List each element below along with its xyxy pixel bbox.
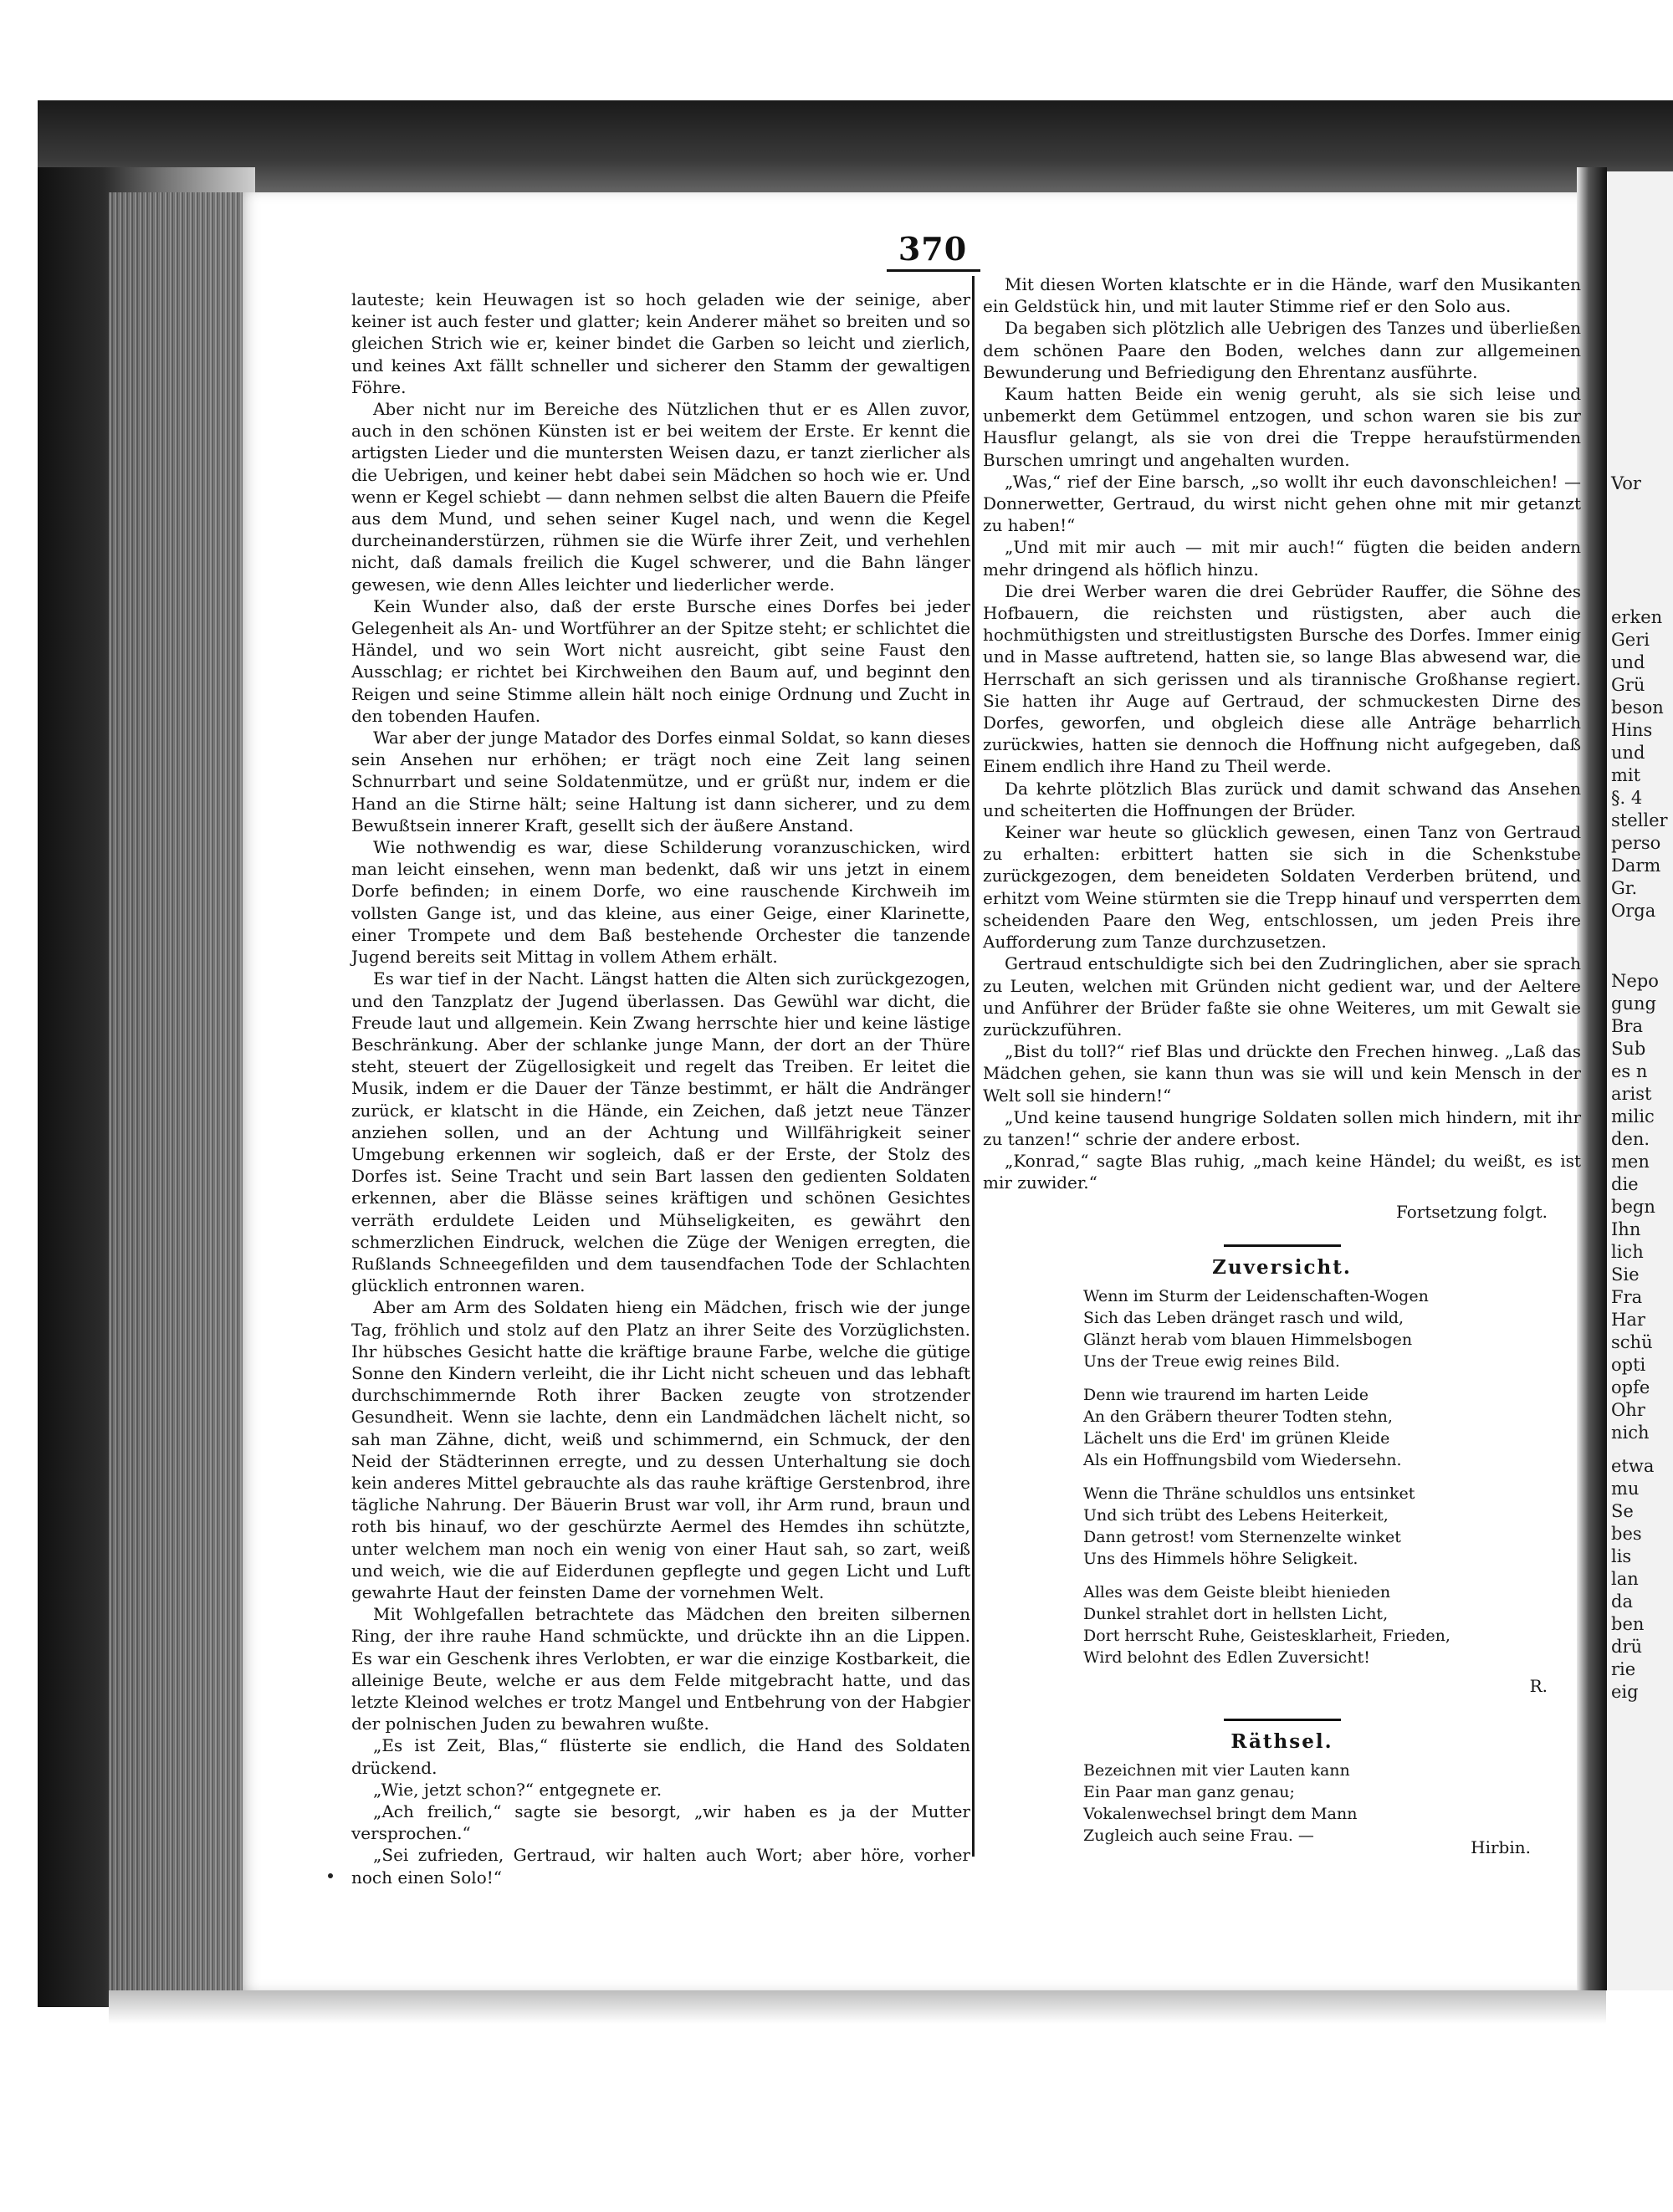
ink-speck xyxy=(328,1873,333,1878)
paragraph: „Was,“ rief der Eine barsch, „so wollt ihr euch davonschleichen! — Donnerwetter, Gertraud, du wirst nicht gehen ohne mit mir getanzt zu haben!“ xyxy=(983,471,1581,536)
riddle-signature: Hirbin. xyxy=(1471,1837,1531,1858)
poem-line: Glänzt herab vom blauen Himmelsbogen xyxy=(1083,1330,1413,1349)
adjacent-page-word: mit xyxy=(1611,765,1641,785)
adjacent-page-word: erken xyxy=(1611,607,1663,627)
paragraph: Aber am Arm des Soldaten hieng ein Mädchen, frisch wie der junge Tag, fröhlich und stolz auf den Platz an ihrer Seite des Vorzüglichsten. Ihr hübsches Gesicht hatte die kräftige braune Farbe, welche die gütige Sonne den Kindern verleiht, die ihr Licht nicht scheuen und das lebhaft durchschimmernde Roth ihrer Backen zeugte von strotzender Gesundheit. Wenn sie lachte, denn ein Landmädchen lächelt nicht, so sah man Zähne, dicht, weiß und schimmernd, ein Schmuck, der den Neid der Städterinnen erregte, und zu dessen Unterhaltung sie doch kein anderes Mittel gebrauchte als das rauhe kräftige Gerstenbrod, ihre tägliche Nahrung. Der Bäuerin Brust war voll, ihr Arm rund, braun und roth bis hinauf, wo der geschürzte Aermel des Hemdes ihn schützte, unter welchem man noch ein wenig von einer Haut sah, so zart, weiß und weich, wie die auf Eiderdunen gepflegte und gegen Licht und Luft gewahrte Haut der feinsten Dame der vornehmen Welt. xyxy=(351,1297,970,1602)
adjacent-page-word: Grü xyxy=(1611,675,1645,695)
adjacent-page-word: Sie xyxy=(1611,1264,1640,1285)
adjacent-page-word: Har xyxy=(1611,1310,1645,1330)
paragraph: Kein Wunder also, daß der erste Bursche eines Dorfes bei jeder Gelegenheit als An- und Wortführer an der Spitze steht; er schlichtet die Händel, und wo sein Wort nicht ausreicht, gibt seine Faust den Ausschlag; er richtet bei Kirchweihen den Baum auf, und beginnt den Reigen und seine Stimme allein hält noch einige Ordnung und Zucht in den tobenden Haufen. xyxy=(351,595,970,726)
adjacent-page-word: Ihn xyxy=(1611,1219,1641,1239)
adjacent-page-word: Ohr xyxy=(1611,1400,1645,1420)
adjacent-page-word: lan xyxy=(1611,1569,1639,1589)
adjacent-page-word: mu xyxy=(1611,1479,1640,1499)
adjacent-page-word: etwa xyxy=(1611,1456,1655,1476)
paragraph: Keiner war heute so glücklich gewesen, einen Tanz von Gertraud zu erhalten: erbittert hatten sie sich in die Schenkstube zurückgezogen, dem beneideten Soldaten Verderben brütend, und erhitzt vom Weine stürmten sie die Trepp hinauf und versperrten dem scheidenden Paare den Weg, entschlossen, um jeden Preis ihre Aufforderung zum Tanze durchzusetzen. xyxy=(983,822,1581,953)
adjacent-page-word: lis xyxy=(1611,1546,1632,1566)
riddle-stanza xyxy=(1083,1760,1581,1847)
poem-line: Uns des Himmels höhre Seligkeit. xyxy=(1083,1549,1358,1568)
poem-signature: R. xyxy=(1529,1675,1548,1696)
adjacent-page-word: nich xyxy=(1611,1423,1650,1443)
adjacent-page-word: schü xyxy=(1611,1332,1653,1352)
adjacent-page-word: Orga xyxy=(1611,901,1656,921)
left-column xyxy=(351,289,970,1888)
page-stack-edges xyxy=(109,192,243,2007)
paragraph: „Wie, jetzt schon?“ entgegnete er. xyxy=(373,1779,663,1800)
adjacent-page-word: Geri xyxy=(1611,630,1650,650)
paragraph: „Es ist Zeit, Blas,“ flüsterte sie endlich, die Hand des Soldaten drückend. xyxy=(351,1735,970,1778)
paragraph: War aber der junge Matador des Dorfes einmal Soldat, so kann dieses sein Ansehen nur erhöhen; er trägt noch eine Zeit lang seinen Schnurrbart und seine Soldatenmütze, und er grüßt nur, indem er die Hand an die Stirne hält; seine Haltung ist dann sicherer, und zu dem Bewußtsein innerer Kraft, gesellt sich der äußere Anstand. xyxy=(351,728,970,835)
adjacent-page-word: lich xyxy=(1611,1242,1644,1262)
riddle xyxy=(1083,1760,1581,1847)
poem-stanza xyxy=(1083,1285,1581,1372)
paragraph: Aber nicht nur im Bereiche des Nützlichen thut er es Allen zuvor, auch in den schönen Künsten ist er bei weitem der Erste. Er kennt die artigsten Lieder und die muntersten Weisen dazu, er tanzt zierlicher als die Uebrigen, und keiner hebt dabei sein Mädchen so hoch wie er. Und wenn er Kegel schiebt — dann nehmen selbst die alten Bauern die Pfeife aus dem Mund, und sehen seiner Kugel nach, und wenn die Kegel durcheinanderstürzen, rühmen sie die Würfe ihrer Zeit, und verhehlen nicht, daß damals freilich die Kugel schwerer, und die Bahn länger gewesen, wie denn Alles leichter und liederlicher werde. xyxy=(351,399,970,595)
paragraph: Da begaben sich plötzlich alle Uebrigen des Tanzes und überließen dem schönen Paare den Boden, welches dann zur allgemeinen Bewunderung und Befriedigung den Ehrentanz ausführte. xyxy=(983,318,1581,382)
adjacent-page-word: steller xyxy=(1611,810,1668,830)
paragraph: Mit diesen Worten klatschte er in die Hände, warf den Musikanten ein Geldstück hin, und mit lauter Stimme rief er den Solo aus. xyxy=(983,274,1581,317)
paragraph: „Ach freilich,“ sagte sie besorgt, „wir haben es ja der Mutter versprochen.“ xyxy=(351,1801,970,1844)
adjacent-page-word: perso xyxy=(1611,833,1661,853)
paragraph: lauteste; kein Heuwagen ist so hoch geladen wie der seinige, aber keiner ist auch fester und glatter; kein Anderer mähet so breiten und so gleichen Strich wie er, keiner bindet die Garben so leicht und zierlich, und keines Axt fällt schneller und sicherer den Stamm der gewaltigen Föhre. xyxy=(351,289,970,397)
poem-line: Alles was dem Geiste bleibt hienieden xyxy=(1083,1582,1391,1602)
adjacent-page-word: milic xyxy=(1611,1106,1655,1126)
poem-line: Lächelt uns die Erd' im grünen Kleide xyxy=(1083,1428,1390,1448)
adjacent-page-word: eig xyxy=(1611,1682,1639,1702)
paragraph: „Sei zufrieden, Gertraud, wir halten auch Wort; aber höre, vorher noch einen Solo!“ xyxy=(351,1845,970,1888)
scan-top-shadow xyxy=(38,100,1673,201)
adjacent-page-word: men xyxy=(1611,1152,1650,1172)
adjacent-page-word: gung xyxy=(1611,994,1656,1014)
poem-line: Als ein Hoffnungsbild vom Wiedersehn. xyxy=(1083,1450,1402,1469)
paragraph: „Und keine tausend hungrige Soldaten sollen mich hindern, mit ihr zu tanzen!“ schrie der andere erbost. xyxy=(983,1106,1581,1149)
poem-line: Sich das Leben dränget rasch und wild, xyxy=(1083,1308,1404,1327)
poem-line: Uns der Treue ewig reines Bild. xyxy=(1083,1351,1340,1371)
adjacent-page-word: die xyxy=(1611,1174,1639,1194)
adjacent-page-word: Gr. xyxy=(1611,878,1638,898)
adjacent-page-word: Se xyxy=(1611,1501,1634,1521)
paragraph: Wie nothwendig es war, diese Schilderung voranzuschicken, wird man leicht einsehen, wenn man bedenkt, daß wir uns jetzt in einem Dorfe befinden; in einem Dorfe, wo eine rauschende Kirchweih im vollsten Gange ist, und das kleine, aus einer Geige, einer Klarinette, einer Trompete und dem Baß bestehende Orchester die tanzende Jugend bereits seit Mittag in vollem Athem erhält. xyxy=(351,837,970,968)
page-number-rule xyxy=(887,269,980,272)
book-gutter xyxy=(1577,167,1607,1990)
riddle-line: Zugleich auch seine Frau. — xyxy=(1083,1826,1314,1846)
paragraph: Es war tief in der Nacht. Längst hatten die Alten sich zurückgezogen, und den Tanzplatz der Jugend überlassen. Das Gewühl war dicht, die Freude laut und allgemein. Kein Zwang herrschte hier und keine lästige Beschränkung. Aber der schlanke junge Mann, der dort an der Thüre steht, steuert der Zügellosigkeit und regelt das Treiben. Er leitet die Musik, indem er die Dauer der Tänze bestimmt, er hält die Andränger zurück, er klatscht in die Hände, ein Zeichen, daß jetzt neue Tänzer anziehen sollen, und an der Achtung und Willfährigkeit seiner Umgebung erkennen wir sogleich, daß er der Erste, der Stolz des Dorfes ist. Seine Tracht und sein Bart lassen den gedienten Soldaten erkennen, aber die Blässe seines kräftigen und schönen Gesichtes verräth erduldete Leiden und Mühseligkeiten, es gewährt den schmerzlichen Eindruck, welchen die Züge der Wenigen erregten, die Rußlands Schneegefilden und dem tausendfachen Tode der Schlachten glücklich entronnen waren. xyxy=(351,968,970,1296)
poem-stanza xyxy=(1083,1581,1581,1668)
adjacent-page-word: den. xyxy=(1611,1129,1650,1149)
adjacent-page-word: ben xyxy=(1611,1614,1645,1634)
paragraph: „Bist du toll?“ rief Blas und drückte den Frechen hinweg. „Laß das Mädchen gehen, sie kann thun was sie will und kein Mensch in der Welt soll sie hindern!“ xyxy=(983,1041,1581,1106)
riddle-line: Vokalenwechsel bringt dem Mann xyxy=(1083,1805,1358,1824)
adjacent-page-word: opfe xyxy=(1611,1377,1650,1397)
adjacent-page-word: Hins xyxy=(1611,720,1653,740)
poem-line: Wird belohnt des Edlen Zuversicht! xyxy=(1083,1648,1370,1667)
adjacent-page-word: Fra xyxy=(1611,1287,1643,1307)
poem-line: Dann getrost! vom Sternenzelte winket xyxy=(1083,1527,1401,1546)
adjacent-page-word: begn xyxy=(1611,1197,1655,1217)
adjacent-page-word: drü xyxy=(1611,1637,1643,1657)
poem-title: Zuversicht. xyxy=(1212,1255,1352,1279)
poem-line: Und sich trübt des Lebens Heiterkeit, xyxy=(1083,1505,1389,1525)
poem-line: Wenn die Thräne schuldlos uns entsinket xyxy=(1083,1484,1415,1503)
riddle-line: Bezeichnen mit vier Lauten kann xyxy=(1083,1761,1350,1780)
adjacent-page-word: arist xyxy=(1611,1084,1652,1104)
paragraph: Die drei Werber waren die drei Gebrüder Rauffer, die Söhne des Hofbauern, die reichsten und rüstigsten, aber auch die hochmüthigsten und streitlustigsten Bursche des Dorfes. Immer einig und in Masse auftretend, hatten sie, so lange Blas abwesend war, die Herrschaft an sich gerissen und als tirannische Großhanse regiert. Sie hatten ihr Auge auf Gertraud, der schmuckesten Dirne des Dorfes, geworfen, und obgleich diese alle Anträge beharrlich zurückwies, hatten sie dennoch die Hoffnung nicht aufgegeben, daß Einem endlich ihre Hand zu Theil werde. xyxy=(983,580,1581,777)
poem xyxy=(1083,1285,1581,1668)
adjacent-page-word: opti xyxy=(1611,1355,1646,1375)
paragraph: „Konrad,“ sagte Blas ruhig, „mach keine Händel; du weißt, es ist mir zuwider.“ xyxy=(983,1151,1581,1193)
adjacent-page-word: bes xyxy=(1611,1524,1642,1544)
section-divider xyxy=(1224,1719,1341,1721)
continuation-note: Fortsetzung folgt. xyxy=(1395,1201,1548,1222)
riddle-title: Räthsel. xyxy=(1230,1730,1333,1754)
adjacent-page-word: Nepo xyxy=(1611,971,1659,991)
adjacent-page-word: Sub xyxy=(1611,1039,1646,1059)
adjacent-page-word: rie xyxy=(1611,1659,1636,1679)
riddle-line: Ein Paar man ganz genau; xyxy=(1083,1783,1295,1802)
right-column xyxy=(983,273,1581,1859)
adjacent-page-word: Darm xyxy=(1611,856,1661,876)
adjacent-page-word: und xyxy=(1611,652,1645,672)
adjacent-page-word: da xyxy=(1611,1591,1633,1612)
paragraph: Gertraud entschuldigte sich bei den Zudringlichen, aber sie sprach zu Leuten, welchen mit Gründen nicht gedient war, und der Aeltere und Anführer der Brüder faßte sie ohne Weiteres, um mit Gewalt sie zurückzuführen. xyxy=(983,953,1581,1040)
adjacent-page-word: Bra xyxy=(1611,1016,1643,1036)
poem-line: An den Gräbern theurer Todten stehn, xyxy=(1083,1407,1393,1426)
scan-bottom-shadow xyxy=(109,1990,1606,2024)
paragraph: Mit Wohlgefallen betrachtete das Mädchen den breiten silbernen Ring, der ihre rauhe Hand schmückte, und drückte ihn an die Lippen. Es war ein Geschenk ihres Verlobten, er war die einzige Kostbarkeit, die alleinige Beute, welche er aus dem Felde mitgebracht hatte, und das letzte Kleinod welches er trotz Mangel und Entbehrung von der Habgier der polnischen Juden zu bewahren wußte. xyxy=(351,1604,970,1734)
column-divider xyxy=(972,276,975,1857)
adjacent-page-word: Vor xyxy=(1611,473,1641,493)
poem-line: Dort herrscht Ruhe, Geistesklarheit, Frieden, xyxy=(1083,1626,1450,1645)
adjacent-page-word: es n xyxy=(1611,1061,1648,1081)
paragraph: „Und mit mir auch — mit mir auch!“ fügten die beiden andern mehr dringend als höflich hinzu. xyxy=(983,537,1581,580)
adjacent-page-word: beson xyxy=(1611,697,1664,718)
adjacent-page-word: §. 4 xyxy=(1611,788,1643,808)
adjacent-page-word: und xyxy=(1611,743,1645,763)
paragraph: Kaum hatten Beide ein wenig geruht, als sie sich leise und unbemerkt dem Getümmel entzogen, und schon waren sie bis zur Hausflur gelangt, als sie von drei die Treppe heraufstürmenden Burschen umringt und angehalten wurden. xyxy=(983,384,1581,470)
poem-line: Dunkel strahlet dort in hellsten Licht, xyxy=(1083,1604,1389,1623)
paragraph: Da kehrte plötzlich Blas zurück und damit schwand das Ansehen und scheiterten die Hoffnungen der Brüder. xyxy=(983,778,1581,820)
poem-line: Wenn im Sturm der Leidenschaften-Wogen xyxy=(1083,1286,1429,1305)
poem-stanza xyxy=(1083,1483,1581,1570)
poem-stanza xyxy=(1083,1384,1581,1471)
page-number: 370 xyxy=(898,230,968,268)
poem-line: Denn wie traurend im harten Leide xyxy=(1083,1385,1369,1404)
section-divider xyxy=(1224,1244,1341,1247)
